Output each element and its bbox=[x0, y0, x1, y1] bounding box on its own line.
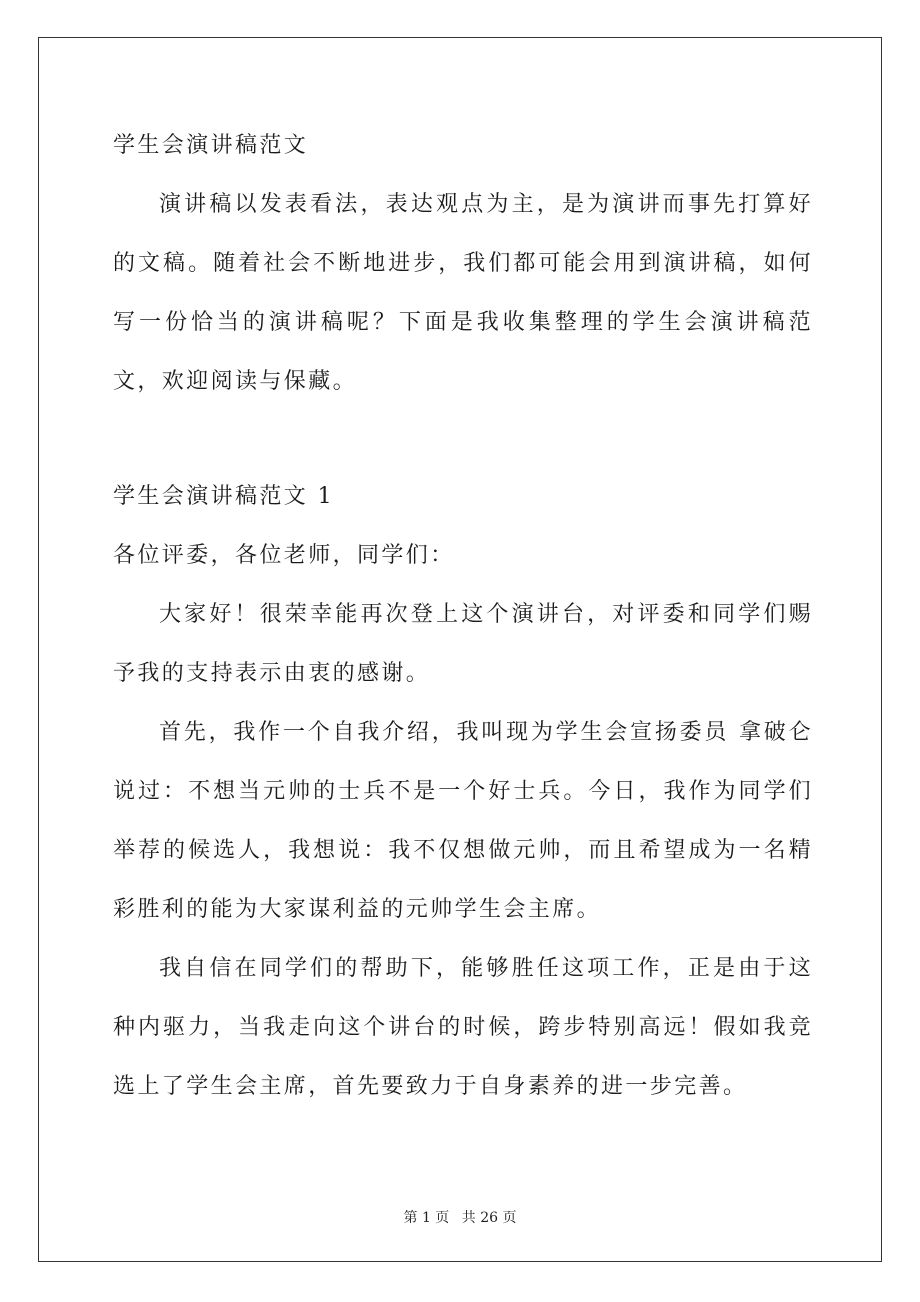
page-number: 第 1 页 bbox=[403, 1210, 450, 1226]
document-title: 学生会演讲稿范文 bbox=[113, 133, 309, 158]
paragraph-1: 大家好！很荣幸能再次登上这个演讲台，对评委和同学们赐予我的支持表示由衷的感谢。 bbox=[113, 602, 813, 686]
document-body bbox=[113, 116, 813, 1116]
salutation: 各位评委，各位老师，同学们： bbox=[113, 543, 455, 568]
page-total: 共 26 页 bbox=[461, 1210, 517, 1226]
paragraph-2: 首先，我作一个自我介绍，我叫现为学生会宣扬委员 拿破仑说过：不想当元帅的士兵不是一个好士兵。今日，我作为同学们举荐的候选人，我想说：我不仅想做元帅，而且希望成为一名精彩胜利的能为大家谋利益的元帅学生会主席。 bbox=[113, 720, 813, 922]
page-footer bbox=[0, 1207, 920, 1227]
intro-paragraph: 演讲稿以发表看法，表达观点为主，是为演讲而事先打算好的文稿。随着社会不断地进步，我们都可能会用到演讲稿，如何写一份恰当的演讲稿呢？下面是我收集整理的学生会演讲稿范文，欢迎阅读与保藏。 bbox=[113, 192, 813, 394]
section-title: 学生会演讲稿范文 1 bbox=[113, 484, 334, 509]
section-spacer bbox=[113, 411, 813, 467]
paragraph-3: 我自信在同学们的帮助下，能够胜任这项工作，正是由于这种内驱力，当我走向这个讲台的时候，跨步特别高远！假如我竞选上了学生会主席，首先要致力于自身素养的进一步完善。 bbox=[113, 956, 813, 1099]
